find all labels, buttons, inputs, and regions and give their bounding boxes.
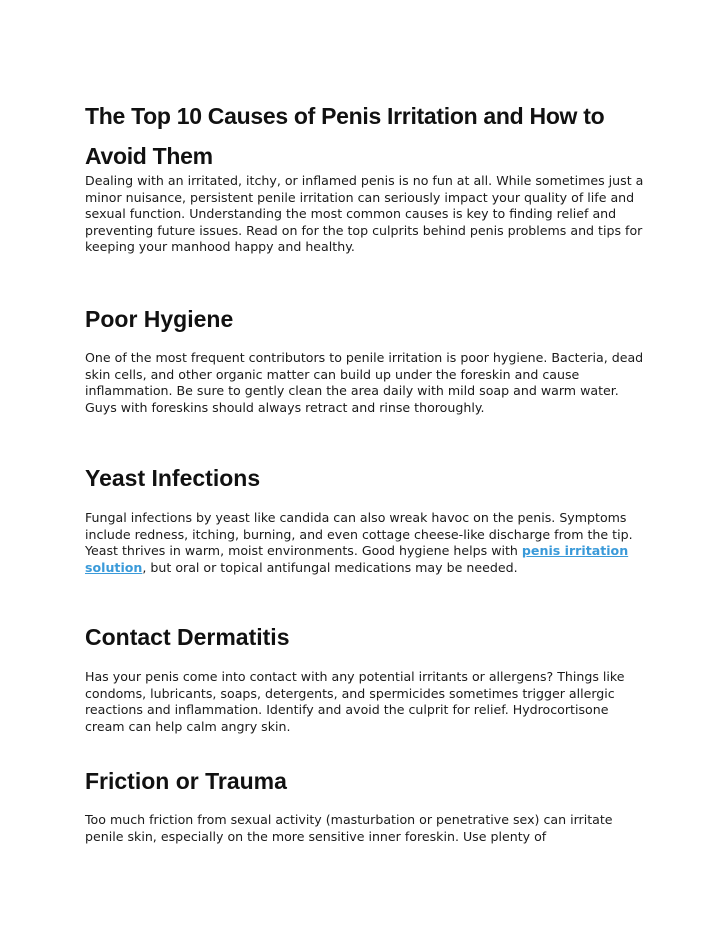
yeast-body-text-start: Fungal infections by yeast like candida can also wreak havoc on the penis. Symptoms include redness, itching, burning, and even cottage cheese-like discharge from the tip. Yeast thrives in warm, moist environments. Good hygiene helps with <box>85 510 633 559</box>
page-title: The Top 10 Causes of Penis Irritation and How to Avoid Them <box>85 103 605 169</box>
section-body-poor-hygiene: One of the most frequent contributors to penile irritation is poor hygiene. Bacteria, dead skin cells, and other organic matter can build up under the foreskin and cause inflammation. Be sure to gently clean the area daily with mild soap and warm water. Guys with foreskins should always retract and rinse thoroughly. <box>85 350 644 415</box>
section-heading-yeast-infections: Yeast Infections <box>85 465 261 491</box>
section-heading-contact-dermatitis: Contact Dermatitis <box>85 624 290 650</box>
section-body-contact-dermatitis: Has your penis come into contact with any potential irritants or allergens? Things like condoms, lubricants, soaps, detergents, and spermicides sometimes trigger allergic reactions and inflammation. Identify and avoid the culprit for relief. Hydrocortisone cream can help calm angry skin. <box>85 669 625 734</box>
penis-irritation-solution-link[interactable]: penis irritation solution <box>85 543 629 575</box>
section-body-friction-or-trauma: Too much friction from sexual activity (masturbation or penetrative sex) can irritate penile skin, especially on the more sensitive inner foreskin. Use plenty of <box>85 812 613 844</box>
section-body-yeast-infections <box>85 510 645 576</box>
section-heading-poor-hygiene: Poor Hygiene <box>85 306 234 332</box>
intro-paragraph: Dealing with an irritated, itchy, or inflamed penis is no fun at all. While sometimes just a minor nuisance, persistent penile irritation can seriously impact your quality of life and sexual function. Understanding the most common causes is key to finding relief and preventing future issues. Read on for the top culprits behind penis problems and tips for keeping your manhood happy and healthy. <box>85 173 644 255</box>
section-heading-friction-or-trauma: Friction or Trauma <box>85 768 287 794</box>
yeast-body-text-end: , but oral or topical antifungal medications may be needed. <box>142 559 518 575</box>
